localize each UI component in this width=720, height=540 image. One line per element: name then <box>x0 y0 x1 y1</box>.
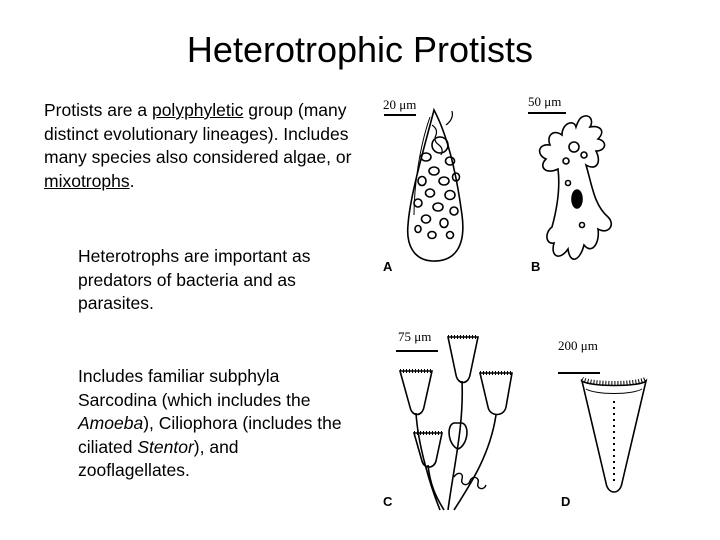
cell-bell-1 <box>448 337 478 383</box>
stentor-body <box>582 381 646 492</box>
amoeba-body <box>540 116 612 259</box>
scale-label-d: 200 μm <box>558 338 598 353</box>
paragraph-heterotrophs: Heterotrophs are important as predators of bacteria and as parasites. <box>78 246 311 313</box>
cell-bell-2 <box>400 371 432 415</box>
paragraph-subphyla <box>78 365 348 483</box>
paragraph-text: Includes familiar subphyla Sarcodina (which includes the <box>78 366 311 410</box>
amoeba-vacuole <box>569 142 579 152</box>
vacuole <box>432 137 448 153</box>
protist-illustrations <box>370 85 710 525</box>
paragraph-text: Protists are a <box>44 100 152 120</box>
stentor-cilia <box>582 379 646 384</box>
paragraph-text: . <box>129 170 135 191</box>
protist-figure-svg <box>370 85 710 525</box>
paragraph-text: ), and zooflagellates. <box>78 436 239 480</box>
panel-a-drawing <box>384 110 463 261</box>
panel-d-drawing <box>558 373 646 492</box>
flagellum-a2 <box>446 111 452 125</box>
italic-amoeba: Amoeba <box>78 413 144 433</box>
panel-c-drawing <box>396 337 512 510</box>
amoeba-nucleus <box>572 190 582 208</box>
panel-letter-b: B <box>531 259 541 274</box>
stalk-1 <box>448 381 462 510</box>
paragraph-protists <box>44 99 354 193</box>
stalk-4 <box>428 465 444 510</box>
panel-letter-c: C <box>383 494 393 509</box>
cell-bell-3 <box>480 373 512 415</box>
scale-label-c: 75 μm <box>398 329 432 344</box>
panel-b-drawing <box>528 113 611 259</box>
slide-title: Heterotrophic Protists <box>186 29 534 70</box>
scale-label-b: 50 μm <box>528 94 562 109</box>
cell-bell-4 <box>414 433 442 467</box>
coiled-stalk <box>454 473 486 488</box>
scale-label-a: 20 μm <box>383 97 417 112</box>
paragraph-text: group (many distinct evolutionary lineages). Includes many species also considered algae, or <box>44 100 352 167</box>
panel-letter-a: A <box>383 259 393 274</box>
paragraph-text: ), Ciliophora (includes the ciliated <box>78 413 342 457</box>
panel-letter-d: D <box>561 494 571 509</box>
link-mixotrophs[interactable]: mixotrophs <box>44 170 130 191</box>
link-polyphyletic[interactable]: polyphyletic <box>151 100 244 120</box>
italic-stentor: Stentor <box>137 436 194 457</box>
